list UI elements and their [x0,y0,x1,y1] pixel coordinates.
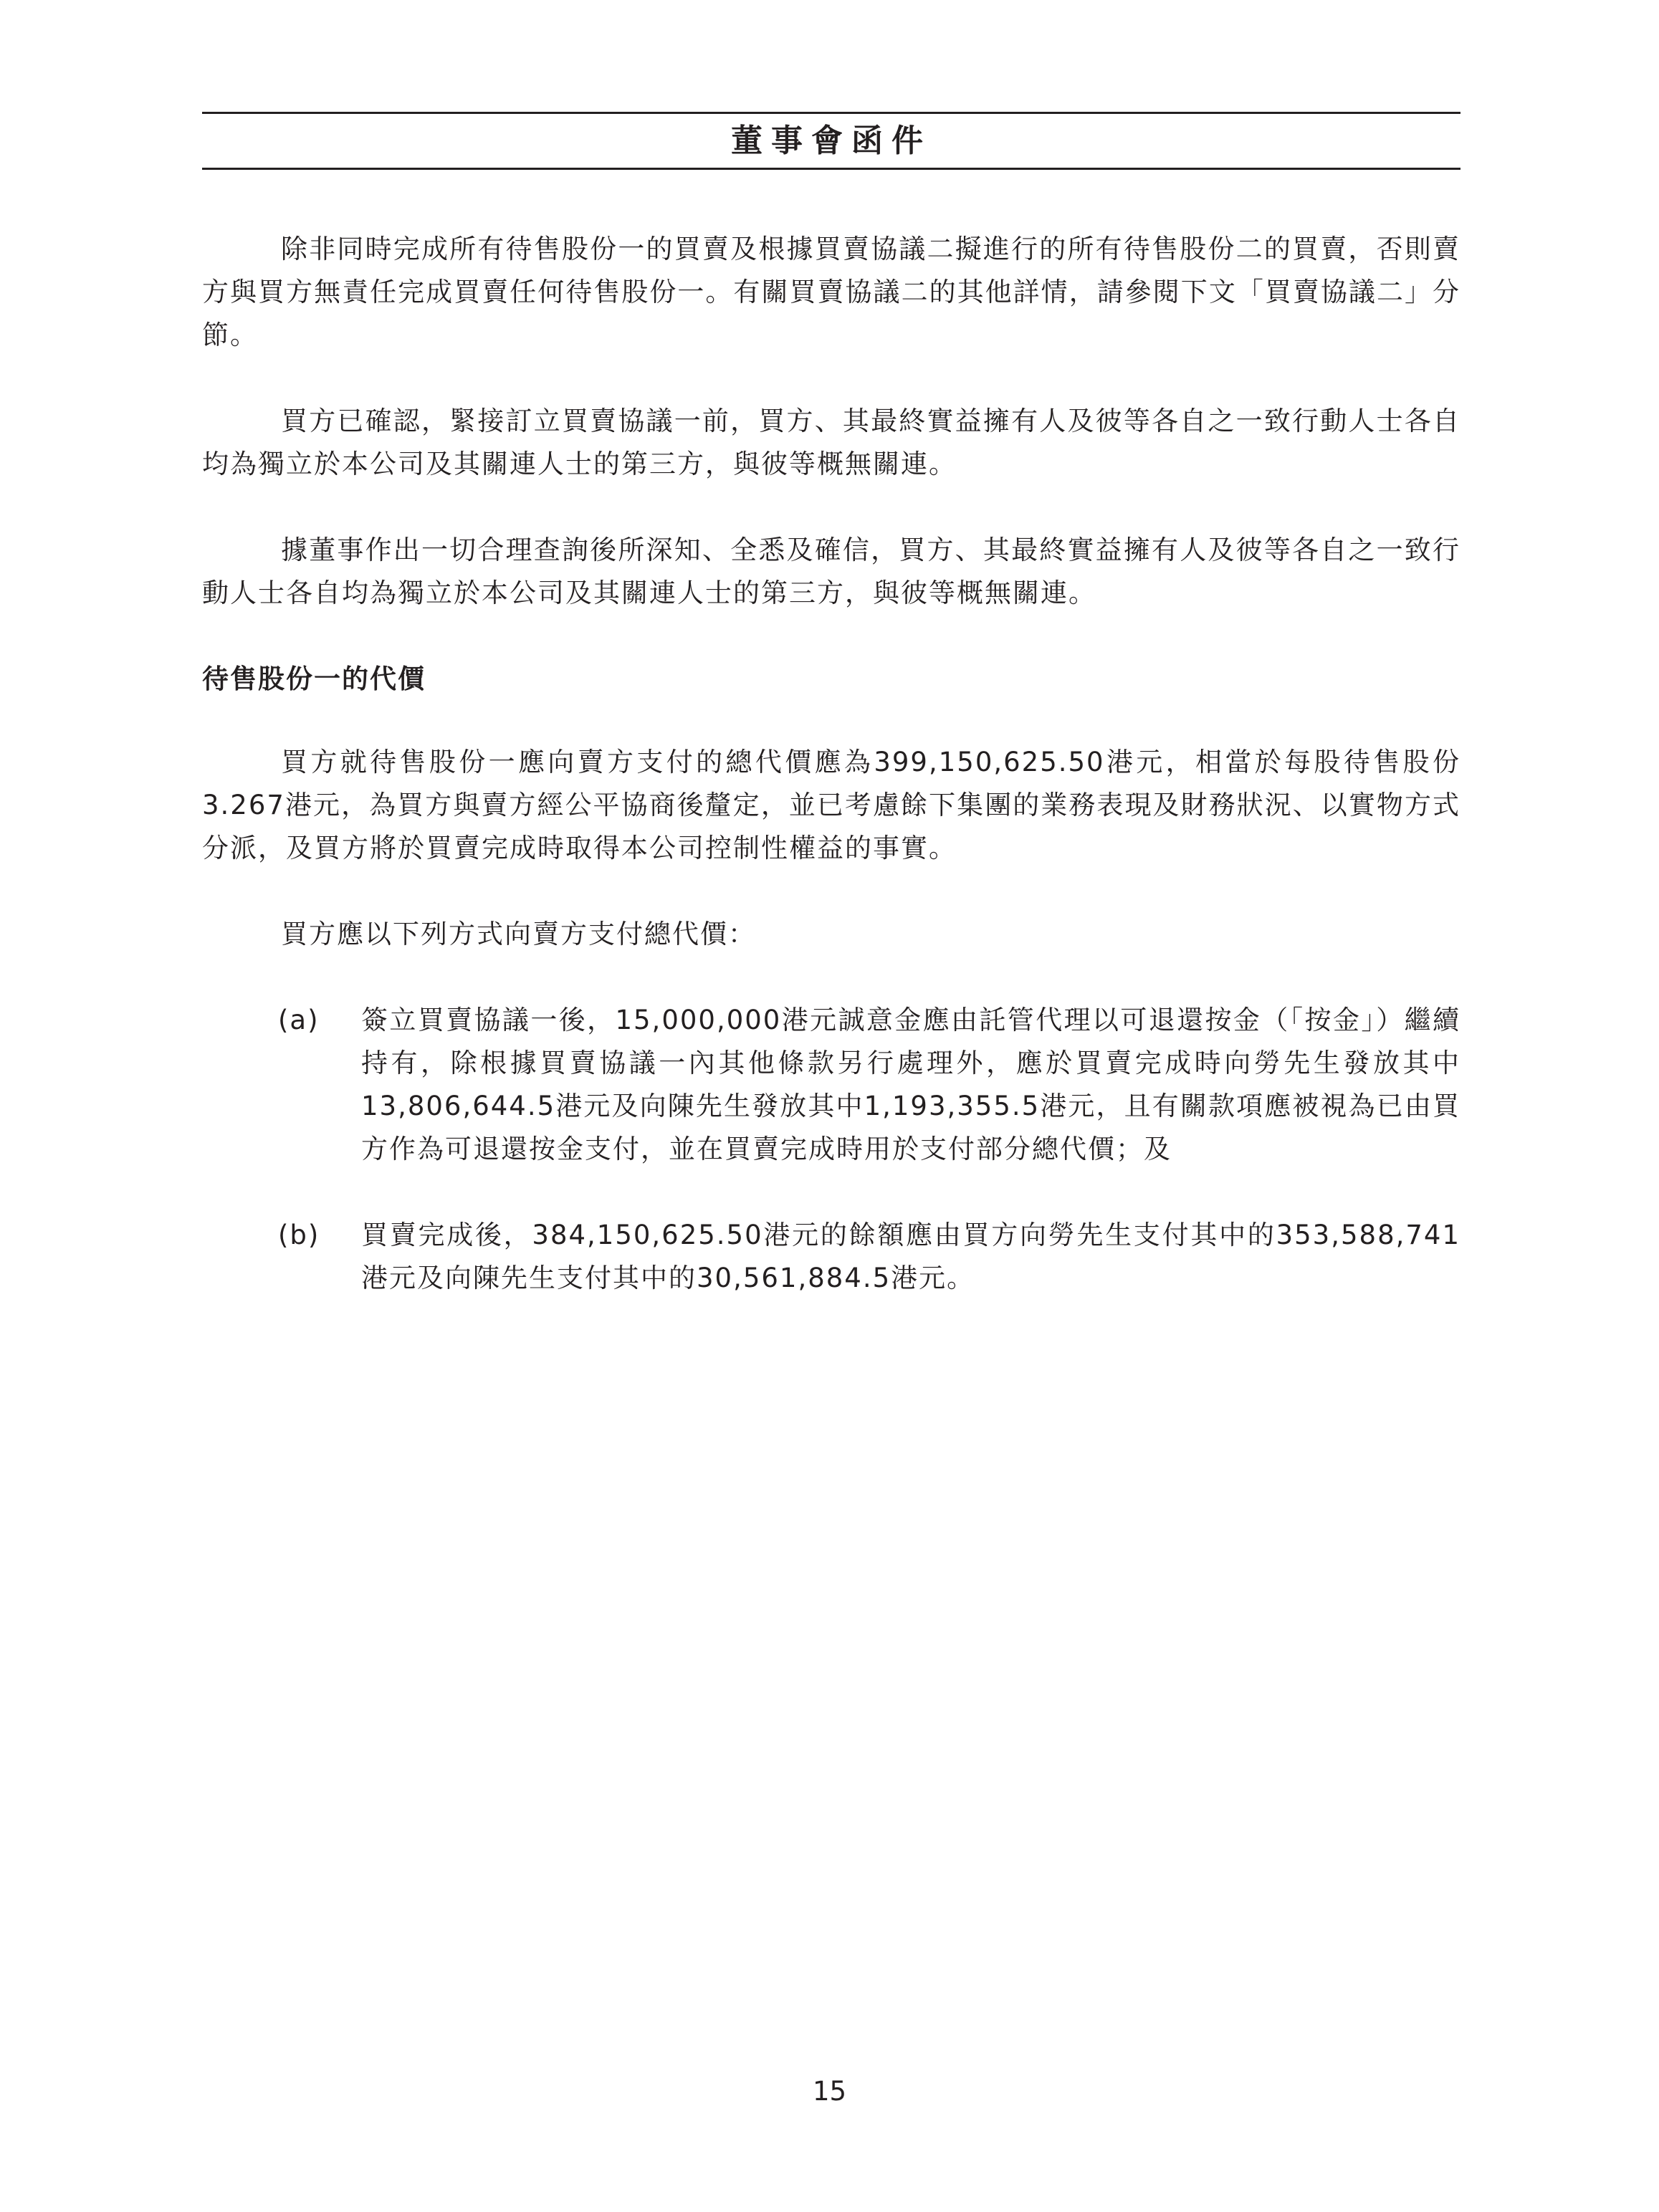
page-number: 15 [812,2076,847,2107]
page-header-title: 董事會函件 [731,123,932,159]
paragraph-completion-condition: 除非同時完成所有待售股份一的買賣及根據買賣協議二擬進行的所有待售股份二的買賣，否則賣方與買方無責任完成買賣任何待售股份一。有關買賣協議二的其他詳情，請參閱下文「買賣協議二」分節。 [202,234,1460,350]
payment-item-b [202,1214,1460,1300]
paragraph-directors-belief: 據董事作出一切合理查詢後所深知、全悉及確信，買方、其最終實益擁有人及彼等各自之一致行動人士各自均為獨立於本公司及其關連人士的第三方，與彼等概無關連。 [202,535,1460,608]
header-top-rule [202,112,1460,114]
payment-item-b-text: 買賣完成後，384,150,625.50港元的餘額應由買方向勞先生支付其中的353,588,741港元及向陳先生支付其中的30,561,884.5港元。 [361,1220,1460,1293]
payment-item-a-text: 簽立買賣協議一後，15,000,000港元誠意金應由託管代理以可退還按金（「按金」）繼續持有，除根據買賣協議一內其他條款另行處理外，應於買賣完成時向勞先生發放其中13,806,644.5港元及向陳先生發放其中1,193,355.5港元，且有關款項應被視為已由買方作為可退還按金支付，並在買賣完成時用於支付部分總代價；及 [361,1005,1460,1164]
header-bottom-rule [202,168,1460,170]
payment-item-a [202,999,1460,1171]
section-heading-consideration: 待售股份一的代價 [202,664,426,694]
paragraph-payment-intro: 買方應以下列方式向賣方支付總代價： [281,919,756,949]
list-marker-b: (b) [278,1220,320,1250]
paragraph-purchaser-confirmation: 買方已確認，緊接訂立買賣協議一前，買方、其最終實益擁有人及彼等各自之一致行動人士各自均為獨立於本公司及其關連人士的第三方，與彼等概無關連。 [202,406,1460,479]
list-marker-a: (a) [278,1005,320,1035]
main-content [202,228,1460,1343]
paragraph-total-consideration: 買方就待售股份一應向賣方支付的總代價應為399,150,625.50港元，相當於每股待售股份3.267港元，為買方與賣方經公平協商後釐定，並已考慮餘下集團的業務表現及財務狀況、以實物方式分派，及買方將於買賣完成時取得本公司控制性權益的事實。 [202,747,1460,863]
